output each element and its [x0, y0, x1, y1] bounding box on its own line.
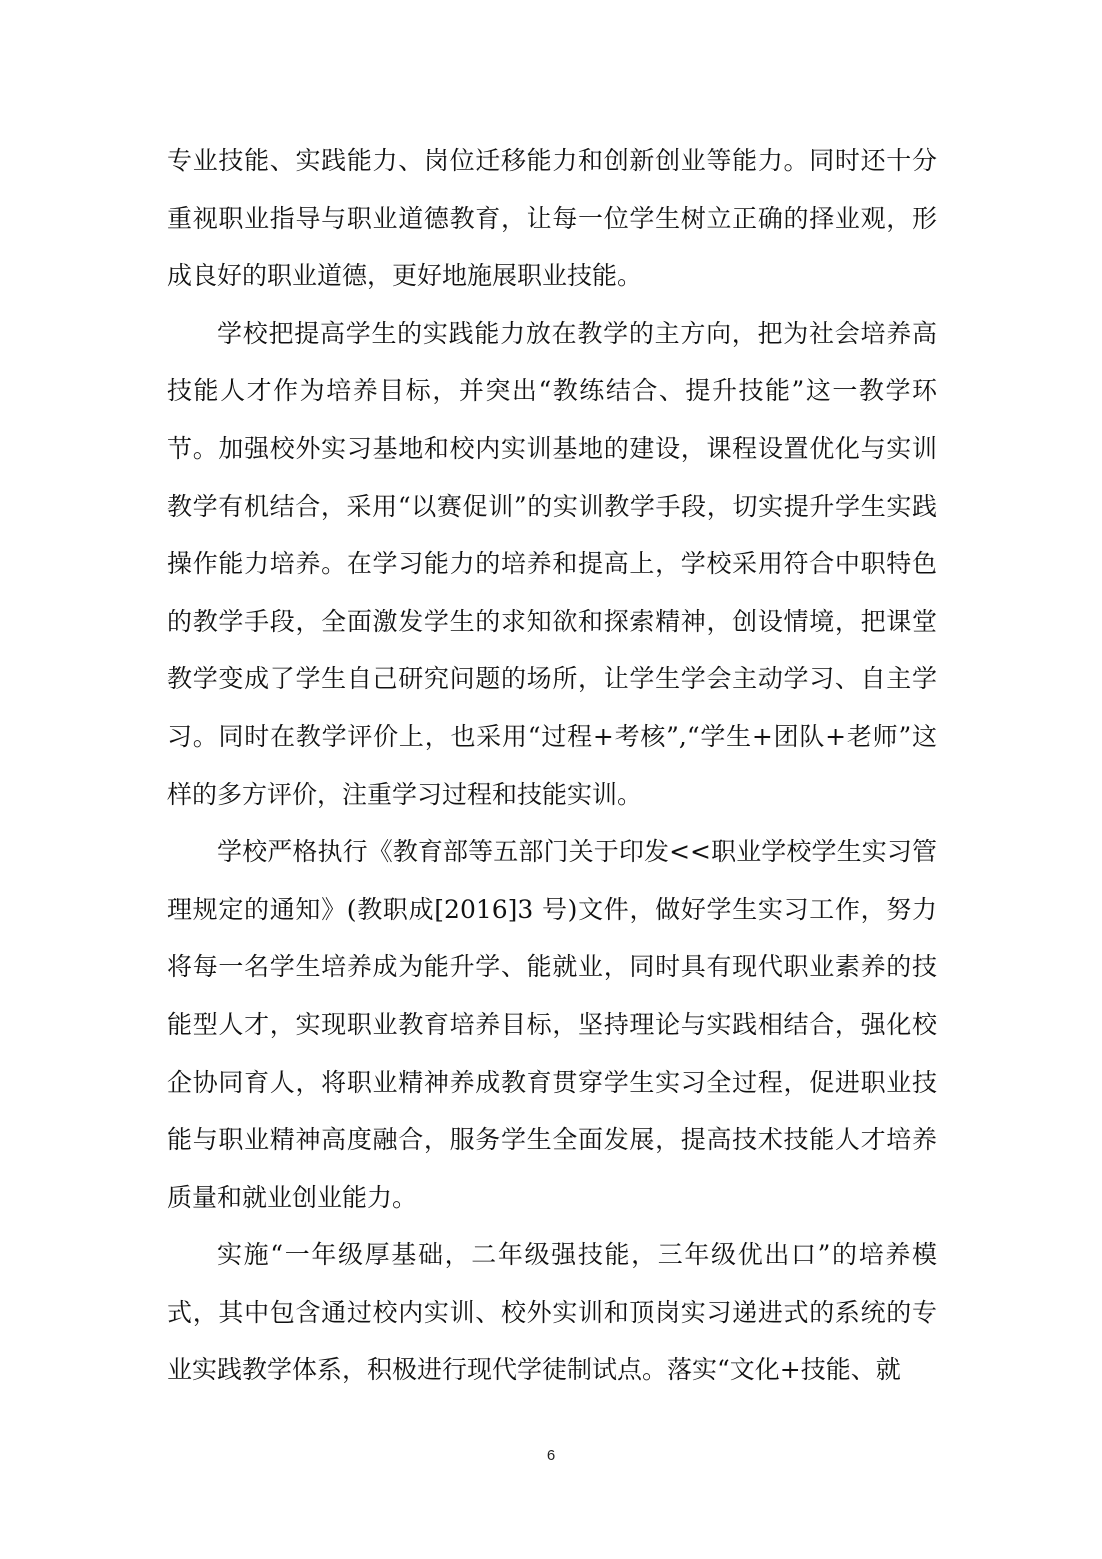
paragraph-training-model: 实施“一年级厚基础，二年级强技能，三年级优出口”的培养模式，其中包含通过校内实训、校外实训和顶岗实习递进式的系统的专业实践教学体系，积极进行现代学徒制试点。落实“文化+技能、就: [167, 1240, 937, 1385]
page-number: 6: [546, 1447, 556, 1464]
paragraph-continuation: 专业技能、实践能力、岗位迁移能力和创新创业等能力。同时还十分重视职业指导与职业道德教育，让每一位学生树立正确的择业观，形成良好的职业道德，更好地施展职业技能。: [167, 146, 937, 291]
body-text: [167, 132, 937, 1399]
paragraph-internship-regulation: 学校严格执行《教育部等五部门关于印发<<职业学校学生实习管理规定的通知》(教职成[2016]3 号)文件，做好学生实习工作，努力将每一名学生培养成为能升学、能就业，同时具有现代职业素养的技能型人才，实现职业教育培养目标，坚持理论与实践相结合，强化校企协同育人，将职业精神养成教育贯穿学生实习全过程，促进职业技能与职业精神高度融合，服务学生全面发展，提高技术技能人才培养质量和就业创业能力。: [167, 837, 937, 1212]
paragraph-practice-ability: 学校把提高学生的实践能力放在教学的主方向，把为社会培养高技能人才作为培养目标，并突出“教练结合、提升技能”这一教学环节。加强校外实习基地和校内实训基地的建设，课程设置优化与实训教学有机结合，采用“以赛促训”的实训教学手段，切实提升学生实践操作能力培养。在学习能力的培养和提高上，学校采用符合中职特色的教学手段，全面激发学生的求知欲和探索精神，创设情境，把课堂教学变成了学生自己研究问题的场所，让学生学会主动学习、自主学习。同时在教学评价上，也采用“过程+考核”,“学生+团队+老师”这样的多方评价，注重学习过程和技能实训。: [167, 318, 937, 809]
